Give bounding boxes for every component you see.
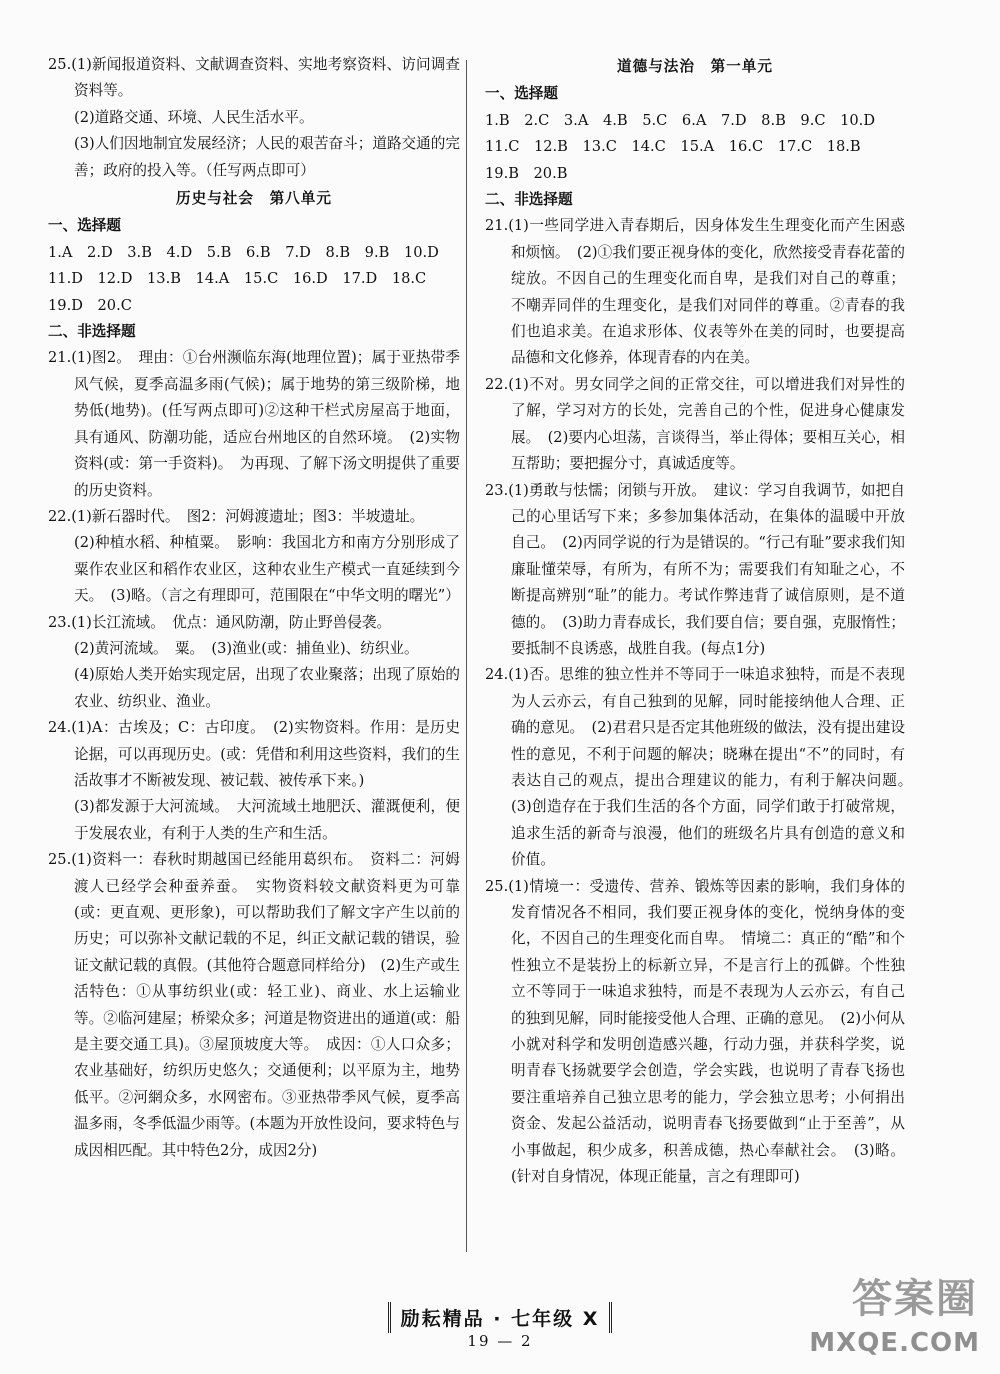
left-line: (2)道路交通、环境、人民生活水平。: [74, 108, 314, 126]
left-line: (2)黄河流域。 粟。 (3)渔业(或：捕鱼业)、纺织业。: [74, 639, 419, 657]
brand-label: 励耘精品 · 七年级 X: [388, 1302, 613, 1333]
left-line: 23.(1)长江流域。 优点：通风防潮，防止野兽侵袭。: [48, 613, 392, 631]
left-column: [48, 52, 460, 1164]
left-line: 25.(1)资料一：春秋时期越国已经能用葛织布。 资料二：河姆渡人已经学会种蚕养蚕。 实物资料较文献资料更为可靠(或：更直观、更形象)，可以帮助我们了解文字产生以前的历史；可以弥补文献记载的不足，纠正文献记载的错误，验证文献记载的真假。(其他符合题意同样给分) (2)生产或生活特色：①从事纺织业(或：轻工业)、商业、水上运输业等。②临河建屋；桥梁众多；河道是物资进出的通道(或：船是主要交通工具)。③屋顶坡度大等。 成因：①人口众多；农业基础好，纺织历史悠久；交通便利；以平原为主，地势低平。②河網众多，水网密布。③亚热带季风气候，夏季高温多雨，冬季低温少雨等。(本题为开放性设问，要求特色与成因相匹配。其中特色2分，成因2分): [48, 851, 460, 1159]
watermark-logo: 答案圈: [852, 1276, 978, 1322]
left-line: 二、非选择题: [48, 323, 136, 341]
left-line: 历史与社会 第八单元: [176, 190, 332, 208]
left-line: (3)都发源于大河流域。 大河流域土地肥沃、灌溉便利，便于发展农业，有利于人类的生产和生活。: [74, 798, 460, 842]
right-column: [485, 52, 920, 1190]
right-line: 23.(1)勇敢与怯懦；闭锁与开放。 建议：学习自我调节，如把自己的心里话写下来；多参加集体活动，在集体的温暖中开放自己。 (2)丙同学说的行为是错误的。“行己有耻”要求我们知廉耻懂荣辱，有所为，有所不为；需要我们有知耻之心，不断提高辨别“耻”的能力。考试作弊违背了诚信原则，是不道德的。 (3)助力青春成长，我们要自信；要自强，克服惰性；要抵制不良诱惑，战胜自我。(每点1分): [485, 481, 905, 657]
right-line: 19.B 20.B: [485, 164, 568, 182]
left-line: 22.(1)新石器时代。 图2：河姆渡遗址；图3：半坡遗址。: [48, 507, 425, 525]
right-line: 22.(1)不对。男女同学之间的正常交往，可以增进我们对异性的了解，学习对方的长处，完善自己的个性，促进身心健康发展。 (2)要内心坦荡，言谈得当，举止得体；要相互关心，相互帮助；要把握分寸，真诚适度等。: [485, 375, 905, 473]
left-line: 一、选择题: [48, 217, 121, 235]
right-line: 11.C 12.B 13.C 14.C 15.A 16.C 17.C 18.B: [485, 138, 861, 156]
page-number: 19 — 2: [467, 1332, 533, 1350]
left-line: 19.D 20.C: [48, 296, 132, 314]
column-divider: [466, 60, 467, 1252]
left-line: 21.(1)图2。 理由：①台州濒临东海(地理位置)；属于亚热带季风气候，夏季高温多雨(气候)；属于地势的第三级阶梯，地势低(地势)。(任写两点即可)②这种干栏式房屋高于地面，具有通风、防潮功能，适应台州地区的自然环境。 (2)实物资料(或：第一手资料)。 为再现、了解下汤文明提供了重要的历史资料。: [48, 349, 460, 499]
right-line: 道德与法治 第一单元: [617, 58, 773, 75]
right-line: 一、选择题: [485, 85, 558, 103]
left-line: 11.D 12.D 13.B 14.A 15.C 16.D 17.D 18.C: [48, 270, 427, 288]
right-line: 25.(1)情境一：受遗传、营养、锻炼等因素的影响，我们身体的发育情况各不相同，我们要正视身体的变化，悦纳身体的变化，不因自己的生理变化而自卑。 情境二：真正的“酷”和个性独立不是装扮上的标新立异，不是言行上的孤僻。个性独立不等同于一味追求独特，而是不表现为人云亦云，有自己的独到见解，同时能接受他人合理、正确的意见。 (2)小何从小就对科学和发明创造感兴趣，行动力强，并获科学奖，说明青春飞扬就要学会创造，学会实践，也说明了青春飞扬也要注重培养自己独立思考的能力，学会独立思考；小何捐出资金、发起公益活动，说明青春飞扬要做到“止于至善”，从小事做起，积少成多，积善成德，热心奉献社会。 (3)略。(针对自身情况，体现正能量，言之有理即可): [485, 877, 905, 1186]
watermark-url: MXQE.COM: [809, 1328, 980, 1358]
left-line: 1.A 2.D 3.B 4.D 5.B 6.B 7.D 8.B 9.B 10.D: [48, 243, 439, 261]
right-line: 24.(1)否。思维的独立性并不等同于一味追求独特，而是不表现为人云亦云，有自己独到的见解，同时能接纳他人合理、正确的意见。 (2)君君只是否定其他班级的做法，没有提出建设性的意见，不利于问题的解决；晓琳在提出“不”的同时，有表达自己的观点，提出合理建议的能力，有利于解决问题。 (3)创造存在于我们生活的各个方面，同学们敢于打破常规，追求生活的新奇与浪漫，他们的班级名片具有创造的意义和价值。: [485, 666, 920, 869]
right-line: 二、非选择题: [485, 191, 573, 209]
right-line: 21.(1)一些同学进入青春期后，因身体发生生理变化而产生困惑和烦恼。 (2)①我们要正视身体的变化，欣然接受青春花蕾的绽放。不因自己的生理变化而自卑，是我们对自己的尊重；不嘲弄同伴的生理变化，是我们对同伴的尊重。②青春的我们也追求美。在追求形体、仪表等外在美的同时，也要提高品德和文化修养，体现青春的内在美。: [485, 217, 905, 367]
right-line: 1.B 2.C 3.A 4.B 5.C 6.A 7.D 8.B 9.C 10.D: [485, 111, 876, 129]
left-line: 25.(1)新闻报道资料、文献调查资料、实地考察资料、访问调查资料等。: [48, 56, 460, 100]
left-line: (2)种植水稻、种植粟。 影响：我国北方和南方分别形成了粟作农业区和稻作农业区，这种农业生产模式一直延续到今天。 (3)略。（言之有理即可，范围限在“中华文明的曙光”）: [74, 534, 460, 605]
left-line: (3)人们因地制宜发展经济；人民的艰苦奋斗；道路交通的完善；政府的投入等。（任写两点即可）: [74, 135, 460, 179]
left-line: (4)原始人类开始实现定居，出现了农业聚落；出现了原始的农业、纺织业、渔业。: [74, 666, 460, 710]
left-line: 24.(1)A：古埃及；C：古印度。 (2)实物资料。作用：是历史论据，可以再现历史。(或：凭借和利用这些资料，我们的生活故事才不断被发现、被记载、被传承下来。): [48, 719, 460, 789]
